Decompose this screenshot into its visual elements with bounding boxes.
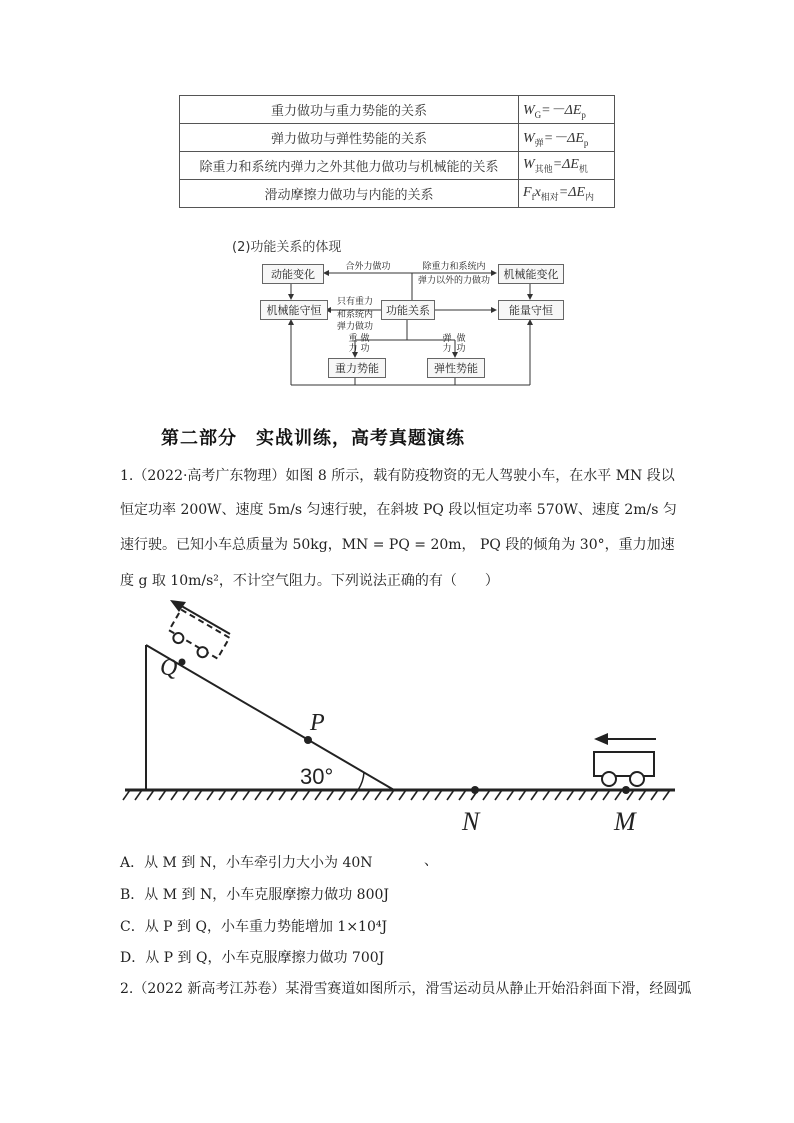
option-b: B．从 M 到 N，小车克服摩擦力做功 800J <box>120 887 390 903</box>
label-only-3: 弹力做功 <box>336 322 373 332</box>
cart-on-ground <box>594 752 654 786</box>
relation-formula: $W_{其他}=\Delta E_机$ <box>519 152 615 180</box>
label-angle: 30° <box>300 764 334 789</box>
diagram-arrows <box>0 0 794 400</box>
label-Q: Q <box>160 655 178 681</box>
point-M <box>622 786 630 794</box>
label-elastic-work-b: 做功 <box>456 334 466 354</box>
relation-label: 除重力和系统内弹力之外其他力做功与机械能的关系 <box>180 152 519 180</box>
point-P <box>304 736 312 744</box>
label-N: N <box>462 807 480 836</box>
ground-arrow-head <box>594 733 608 745</box>
section-heading: 第二部分 实战训练，高考真题演练 <box>161 428 465 449</box>
label-other-work-1: 除重力和系统内 <box>422 262 486 272</box>
box-kinetic-change: 动能变化 <box>262 264 324 284</box>
relation-formula: $W_弹=-\Delta E_p$ <box>519 124 615 152</box>
point-Q <box>179 659 186 666</box>
label-net-work: 合外力做功 <box>345 262 391 272</box>
question2-line1: 2.（2022 新高考江苏卷）某滑雪赛道如图所示，滑雪运动员从静止开始沿斜面下滑，经圆弧 <box>120 981 692 997</box>
question1-line4: 度 g 取 10m/s²，不计空气阻力。下列说法正确的有（ ） <box>120 573 499 589</box>
box-mech-change: 机械能变化 <box>498 264 564 284</box>
label-only-2: 和系统内 <box>336 310 373 320</box>
incline-slope <box>146 645 394 790</box>
slope-arrow-shaft <box>178 604 230 634</box>
option-a: A．从 M 到 N，小车牵引力大小为 40N <box>120 855 373 871</box>
question1-line3: 速行驶。已知小车总质量为 50kg，MN = PQ = 20m， PQ 段的倾角为 30°，重力加速 <box>120 537 675 553</box>
incline-figure <box>120 600 680 840</box>
label-P: P <box>310 710 325 736</box>
label-gravity-work-a: 重力 <box>348 334 358 354</box>
diagram-caption: (2)功能关系的体现 <box>232 240 342 255</box>
box-gravity-pe: 重力势能 <box>328 358 386 378</box>
relation-label: 重力做功与重力势能的关系 <box>180 96 519 124</box>
question1-line2: 恒定功率 200W、速度 5m/s 匀速行驶，在斜坡 PQ 段以恒定功率 570W、速度 2m/s 匀 <box>120 502 677 518</box>
box-mech-conserve: 机械能守恒 <box>260 300 328 320</box>
relation-formula: $F_fx_{相对}=\Delta E_内$ <box>519 180 615 208</box>
option-d: D．从 P 到 Q，小车克服摩擦力做功 700J <box>120 950 385 966</box>
point-N <box>471 786 479 794</box>
question1-line1: 1.（2022·高考广东物理）如图 8 所示，载有防疫物资的无人驾驶小车，在水平 MN 段以 <box>120 468 675 484</box>
box-energy-conserve: 能量守恒 <box>498 300 564 320</box>
option-c: C．从 P 到 Q，小车重力势能增加 1×10⁴J <box>120 919 388 935</box>
label-other-work-2: 弹力以外的力做功 <box>417 276 490 286</box>
angle-arc <box>358 772 364 790</box>
stray-mark: 、 <box>424 853 438 869</box>
box-elastic-pe: 弹性势能 <box>427 358 485 378</box>
relation-label: 弹力做功与弹性势能的关系 <box>180 124 519 152</box>
label-only-1: 只有重力 <box>336 297 373 307</box>
relation-formula: $W_G=-\Delta E_p$ <box>519 96 615 124</box>
label-elastic-work-a: 弹力 <box>442 334 452 354</box>
label-gravity-work-b: 做功 <box>360 334 370 354</box>
box-work-energy: 功能关系 <box>381 300 435 320</box>
relation-label: 滑动摩擦力做功与内能的关系 <box>180 180 519 208</box>
label-M: M <box>614 807 636 836</box>
